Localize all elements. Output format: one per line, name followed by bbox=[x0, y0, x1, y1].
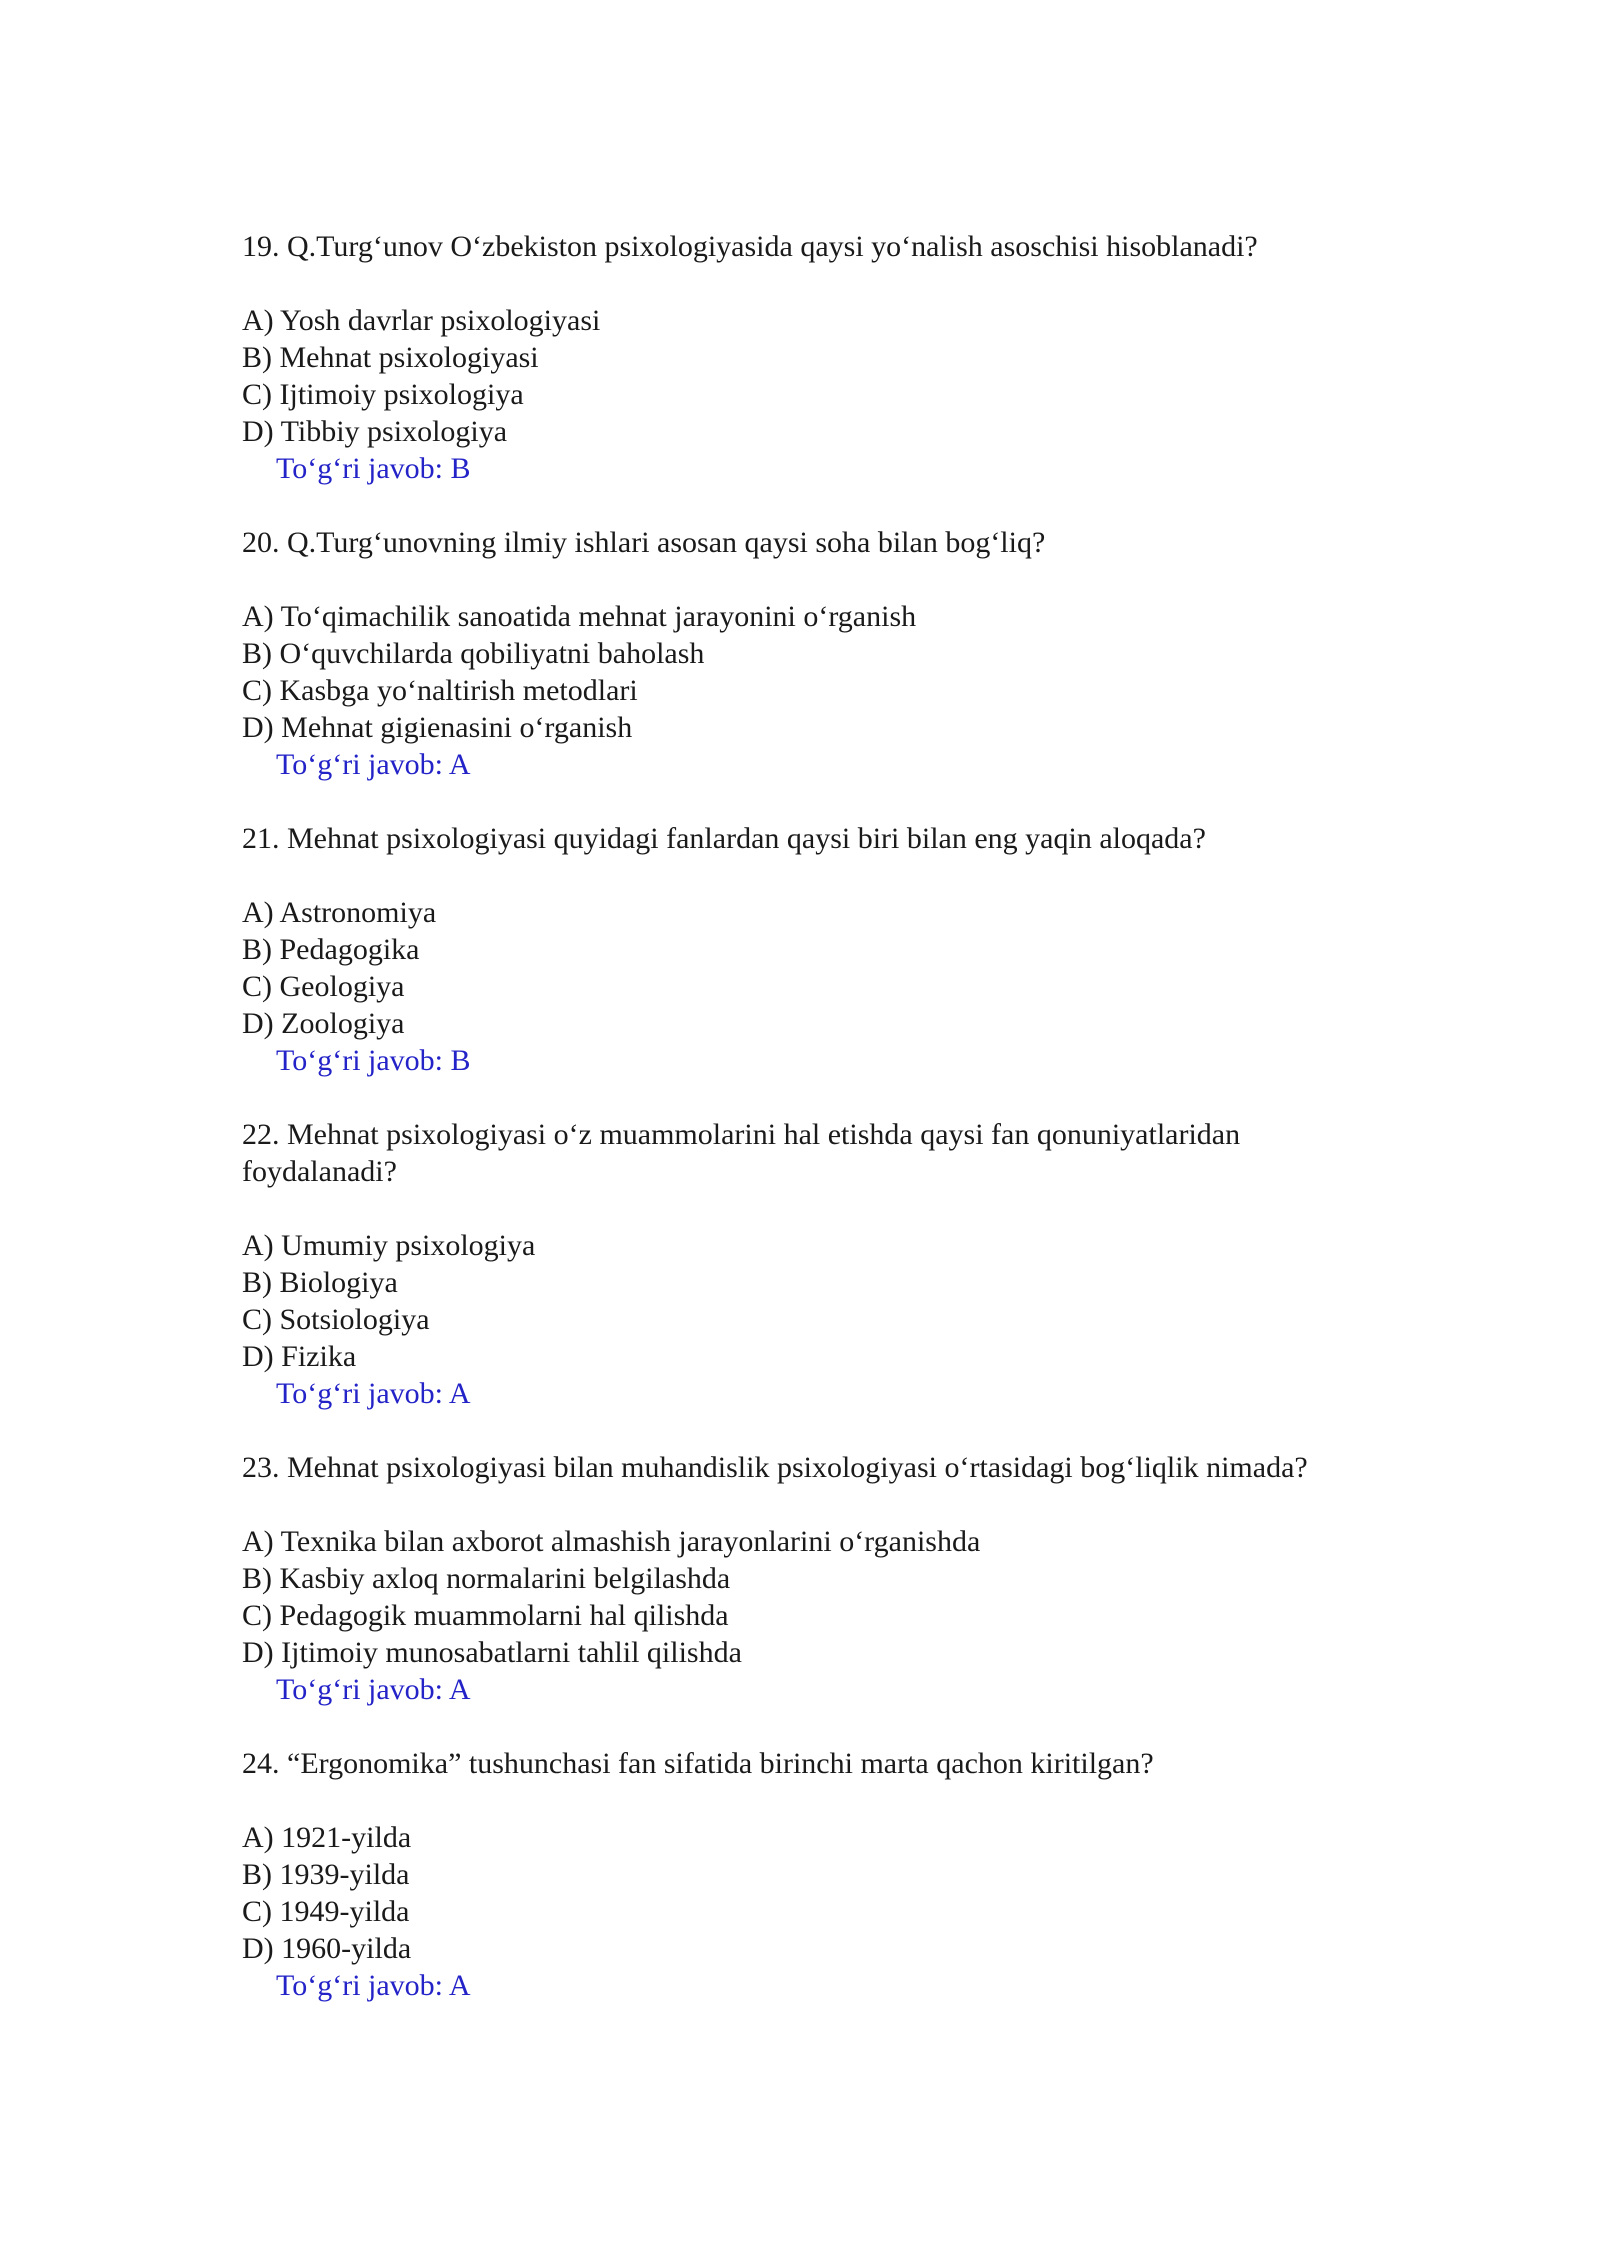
question-list bbox=[242, 228, 1382, 2041]
option-c: C) Kasbga yo‘naltirish metodlari bbox=[242, 674, 638, 707]
question-24 bbox=[242, 1745, 1382, 2004]
option-b: B) Mehnat psixologiyasi bbox=[242, 341, 539, 374]
question-21 bbox=[242, 820, 1382, 1079]
option-d: D) Tibbiy psixologiya bbox=[242, 415, 508, 448]
question-22 bbox=[242, 1116, 1382, 1412]
option-c: C) Pedagogik muammolarni hal qilishda bbox=[242, 1599, 729, 1632]
option-d: D) Ijtimoiy munosabatlarni tahlil qilishda bbox=[242, 1636, 742, 1669]
correct-answer: To‘g‘ri javob: A bbox=[276, 1673, 471, 1706]
option-d: D) 1960-yilda bbox=[242, 1932, 412, 1965]
option-b: B) O‘quvchilarda qobiliyatni baholash bbox=[242, 637, 705, 670]
option-b: B) Biologiya bbox=[242, 1266, 398, 1299]
question-text: 21. Mehnat psixologiyasi quyidagi fanlardan qaysi biri bilan eng yaqin aloqada? bbox=[242, 822, 1206, 855]
question-text: 19. Q.Turg‘unov O‘zbekiston psixologiyasida qaysi yo‘nalish asoschisi hisoblanadi? bbox=[242, 230, 1258, 263]
option-a: A) To‘qimachilik sanoatida mehnat jarayonini o‘rganish bbox=[242, 600, 917, 633]
correct-answer: To‘g‘ri javob: B bbox=[276, 452, 471, 485]
question-text: 24. “Ergonomika” tushunchasi fan sifatida birinchi marta qachon kiritilgan? bbox=[242, 1747, 1154, 1780]
option-c: C) 1949-yilda bbox=[242, 1895, 410, 1928]
option-c: C) Ijtimoiy psixologiya bbox=[242, 378, 524, 411]
question-23 bbox=[242, 1449, 1382, 1708]
option-d: D) Fizika bbox=[242, 1340, 357, 1373]
option-a: A) Umumiy psixologiya bbox=[242, 1229, 536, 1262]
option-c: C) Sotsiologiya bbox=[242, 1303, 430, 1336]
option-a: A) 1921-yilda bbox=[242, 1821, 412, 1854]
option-a: A) Yosh davrlar psixologiyasi bbox=[242, 304, 601, 337]
option-c: C) Geologiya bbox=[242, 970, 405, 1003]
question-text: 22. Mehnat psixologiyasi o‘z muammolarini hal etishda qaysi fan qonuniyatlaridan foydalanadi? bbox=[242, 1118, 1241, 1188]
option-b: B) Kasbiy axloq normalarini belgilashda bbox=[242, 1562, 731, 1595]
option-a: A) Astronomiya bbox=[242, 896, 437, 929]
option-d: D) Mehnat gigienasini o‘rganish bbox=[242, 711, 633, 744]
option-a: A) Texnika bilan axborot almashish jarayonlarini o‘rganishda bbox=[242, 1525, 981, 1558]
question-text: 20. Q.Turg‘unovning ilmiy ishlari asosan qaysi soha bilan bog‘liq? bbox=[242, 526, 1046, 559]
correct-answer: To‘g‘ri javob: A bbox=[276, 748, 471, 781]
question-19 bbox=[242, 228, 1382, 487]
question-20 bbox=[242, 524, 1382, 783]
option-b: B) 1939-yilda bbox=[242, 1858, 410, 1891]
option-d: D) Zoologiya bbox=[242, 1007, 405, 1040]
correct-answer: To‘g‘ri javob: B bbox=[276, 1044, 471, 1077]
correct-answer: To‘g‘ri javob: A bbox=[276, 1969, 471, 2002]
correct-answer: To‘g‘ri javob: A bbox=[276, 1377, 471, 1410]
question-text: 23. Mehnat psixologiyasi bilan muhandislik psixologiyasi o‘rtasidagi bog‘liqlik nimada? bbox=[242, 1451, 1308, 1484]
option-b: B) Pedagogika bbox=[242, 933, 420, 966]
